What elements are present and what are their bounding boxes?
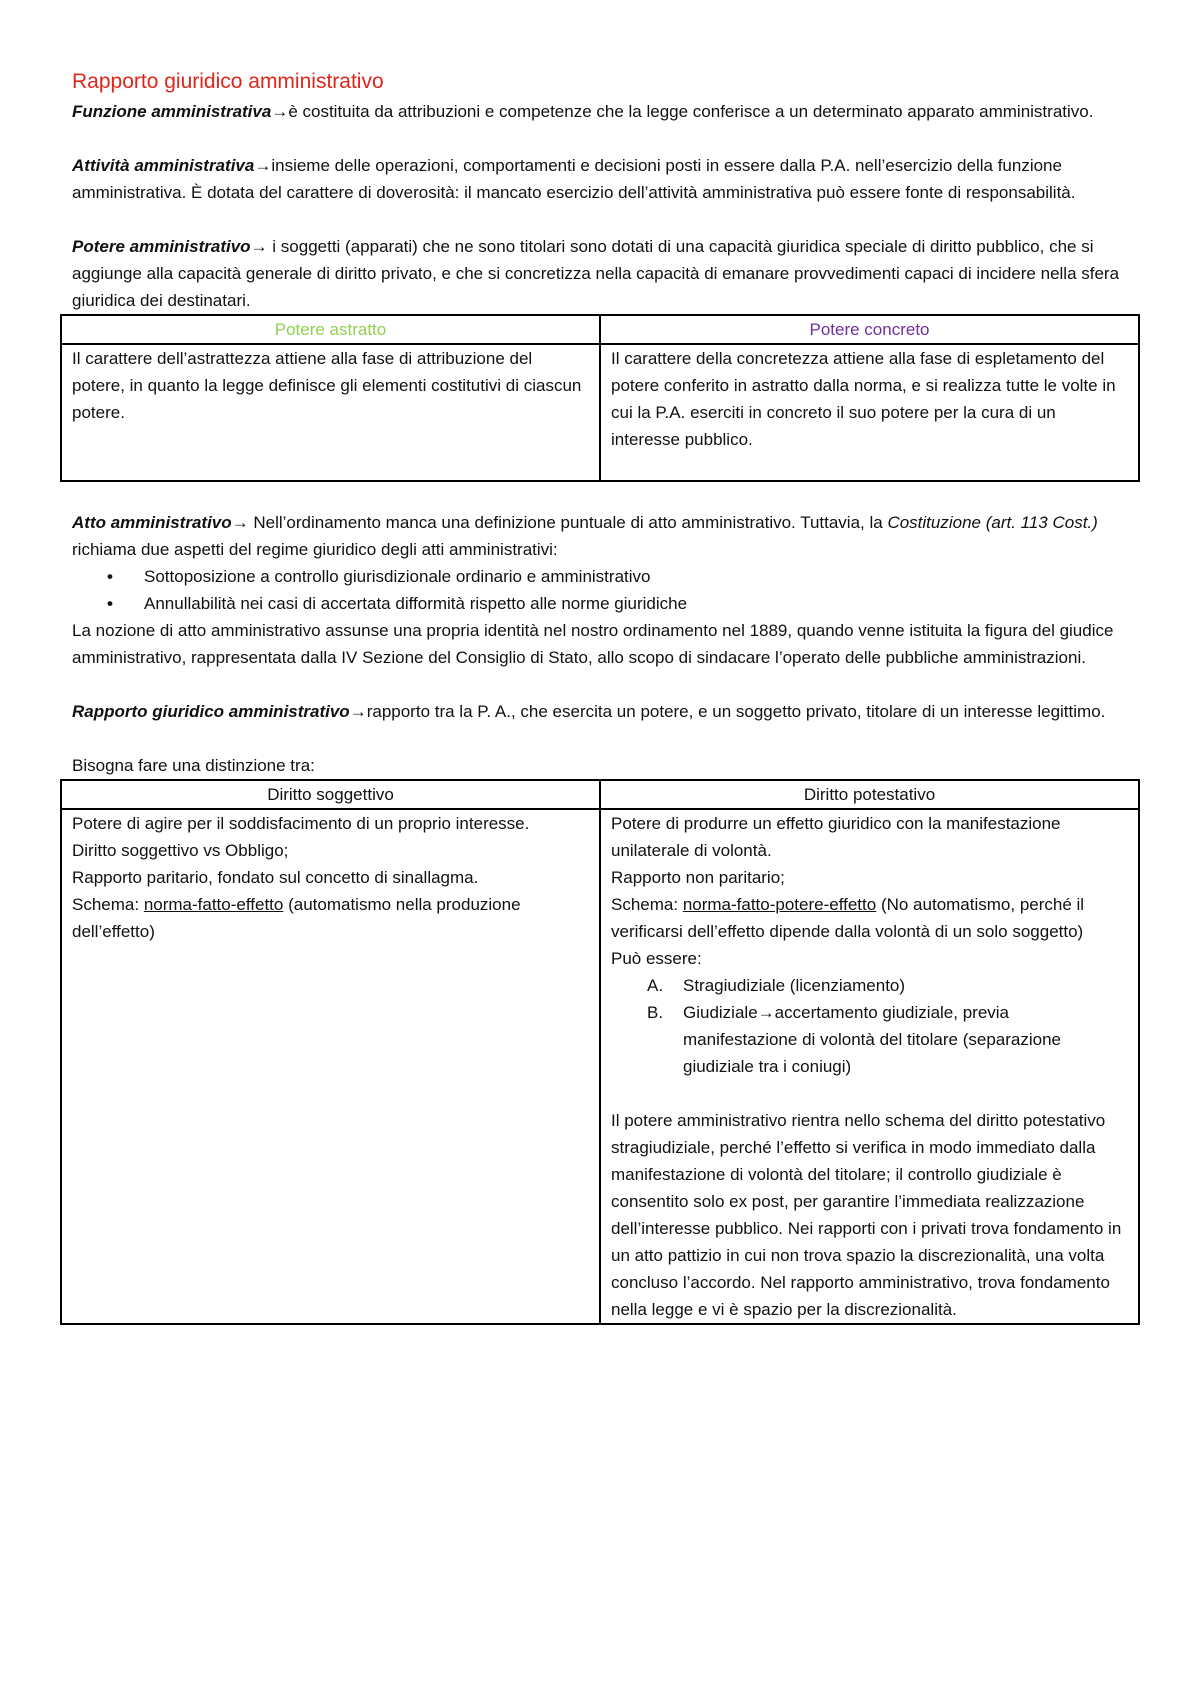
potere-table	[60, 314, 1140, 482]
funzione-paragraph	[72, 98, 1140, 125]
rapporto-text: rapporto tra la P. A., che esercita un potere, e un soggetto privato, titolare di un interesse legittimo.	[366, 702, 1106, 721]
funzione-term: Funzione amministrativa	[72, 102, 272, 121]
rapporto-term: Rapporto giuridico amministrativo	[72, 702, 350, 721]
attivita-text: insieme delle operazioni, comportamenti e decisioni posti in essere dalla P.A. nell’esercizio della funzione amministrativa. È dotata del carattere di doverosità: il mancato esercizio dell’attività amministrativa può essere fonte di responsabilità.	[72, 156, 1076, 202]
diritto-soggettivo-cell	[61, 809, 600, 1324]
list-item	[647, 999, 1128, 1080]
diritto-potestativo-header: Diritto potestativo	[600, 780, 1139, 809]
funzione-text: è costituita da attribuzioni e competenze che la legge conferisce a un determinato apparato amministrativo.	[288, 102, 1094, 121]
cell-line: Rapporto paritario, fondato sul concetto di sinallagma.	[72, 868, 479, 887]
schema-label: Schema:	[611, 895, 683, 914]
diritto-soggettivo-header: Diritto soggettivo	[61, 780, 600, 809]
potere-concreto-header: Potere concreto	[600, 315, 1139, 344]
potere-term: Potere amministrativo	[72, 237, 251, 256]
cell-line: Potere di produrre un effetto giuridico con la manifestazione unilaterale di volontà.	[611, 814, 1061, 860]
arrow-right-icon: →	[254, 156, 272, 175]
spacer	[611, 1080, 1128, 1107]
potere-astratto-header: Potere astratto	[61, 315, 600, 344]
arrow-right-icon: →	[250, 237, 268, 256]
atto-bullet-list	[72, 563, 1140, 617]
potere-astratto-cell: Il carattere dell’astrattezza attiene alla fase di attribuzione del potere, in quanto la legge definisce gli elementi costitutivi di ciascun potere.	[61, 344, 600, 481]
atto-text-b: richiama due aspetti del regime giuridico degli atti amministrativi:	[72, 540, 558, 559]
attivita-term: Attività amministrativa	[72, 156, 255, 175]
page-title: Rapporto giuridico amministrativo	[72, 70, 384, 93]
table-header-row	[61, 780, 1139, 809]
list-item	[647, 972, 1128, 999]
potere-paragraph	[72, 233, 1140, 314]
list-marker: B.	[647, 1003, 664, 1022]
rapporto-paragraph	[72, 698, 1140, 725]
arrow-right-icon: →	[271, 102, 289, 121]
table-header-row	[61, 315, 1139, 344]
cell-line: Potere di agire per il soddisfacimento di un proprio interesse.	[72, 814, 530, 833]
potere-concreto-cell: Il carattere della concretezza attiene alla fase di espletamento del potere conferito in astratto dalla norma, e si realizza tutte le volte in cui la P.A. eserciti in concreto il suo potere per la cura di un interesse pubblico.	[600, 344, 1139, 481]
schema-note: (automatismo nella produzione dell’effetto)	[72, 895, 521, 941]
atto-text-a: Nell’ordinamento manca una definizione puntuale di atto amministrativo. Tuttavia, la	[248, 513, 888, 532]
spacer	[72, 671, 1140, 698]
schema-line	[72, 891, 589, 945]
list-item: • Annullabilità nei casi di accertata difformità rispetto alle norme giuridiche	[144, 590, 1140, 617]
schema-formula: norma-fatto-potere-effetto	[682, 895, 877, 914]
spacer	[72, 482, 1140, 509]
arrow-right-icon: →	[349, 702, 367, 721]
attivita-paragraph	[72, 152, 1140, 206]
costituzione-ref: Costituzione (art. 113 Cost.)	[887, 513, 1098, 532]
table-row	[61, 344, 1139, 481]
cell-line: Diritto soggettivo vs Obbligo;	[72, 841, 289, 860]
arrow-right-icon: →	[231, 513, 249, 532]
schema-formula: norma-fatto-effetto	[143, 895, 284, 914]
distinzione-line: Bisogna fare una distinzione tra:	[72, 756, 315, 775]
atto-paragraph	[72, 509, 1140, 563]
cell-line: Rapporto non paritario;	[611, 868, 785, 887]
potere-text: i soggetti (apparati) che ne sono titolari sono dotati di una capacità giuridica speciale di diritto pubblico, che si aggiunge alla capacità generale di diritto privato, e che si concretizza nella capacità di emanare provvedimenti capaci di incidere nella sfera giuridica dei destinatari.	[72, 237, 1120, 310]
arrow-right-icon: →	[757, 1003, 775, 1022]
list-item-text: Stragiudiziale (licenziamento)	[683, 976, 906, 995]
table-row	[61, 809, 1139, 1324]
schema-line	[611, 891, 1128, 945]
spacer	[72, 125, 1140, 152]
spacer	[72, 206, 1140, 233]
atto-after-paragraph: La nozione di atto amministrativo assunse una propria identità nel nostro ordinamento nel 1889, quando venne istituita la figura del giudice amministrativo, rappresentata dalla IV Sezione del Consiglio di Stato, allo scopo di sindacare l’operato delle pubbliche amministrazioni.	[72, 621, 1114, 667]
cell-paragraph: Il potere amministrativo rientra nello schema del diritto potestativo stragiudiziale, perché l’effetto si verifica in modo immediato dalla manifestazione di volontà del titolare; il controllo giudiziale è consentito solo ex post, per garantire l’immediata realizzazione dell’interesse pubblico. Nei rapporti con i privati trova fondamento in un atto pattizio in cui non trova spazio la discrezionalità, una volta concluso l’accordo. Nel rapporto amministrativo, trova fondamento nella legge e vi è spazio per la discrezionalità.	[611, 1111, 1122, 1319]
schema-label: Schema:	[72, 895, 144, 914]
diritto-potestativo-cell	[600, 809, 1139, 1324]
schema-note: (No automatismo, perché il verificarsi dell’effetto dipende dalla volontà di un solo soggetto)	[611, 895, 1085, 941]
cell-line: Può essere:	[611, 949, 702, 968]
atto-term: Atto amministrativo	[72, 513, 232, 532]
document-page	[72, 68, 1140, 1325]
list-item-text: Giudiziale	[683, 1003, 758, 1022]
alpha-list	[611, 972, 1128, 1080]
diritto-table	[60, 779, 1140, 1325]
list-item-text: accertamento giudiziale, previa manifestazione di volontà del titolare (separazione giudiziale tra i coniugi)	[683, 1003, 1062, 1076]
spacer	[72, 725, 1140, 752]
list-marker: A.	[647, 976, 664, 995]
list-item: • Sottoposizione a controllo giurisdizionale ordinario e amministrativo	[144, 563, 1140, 590]
